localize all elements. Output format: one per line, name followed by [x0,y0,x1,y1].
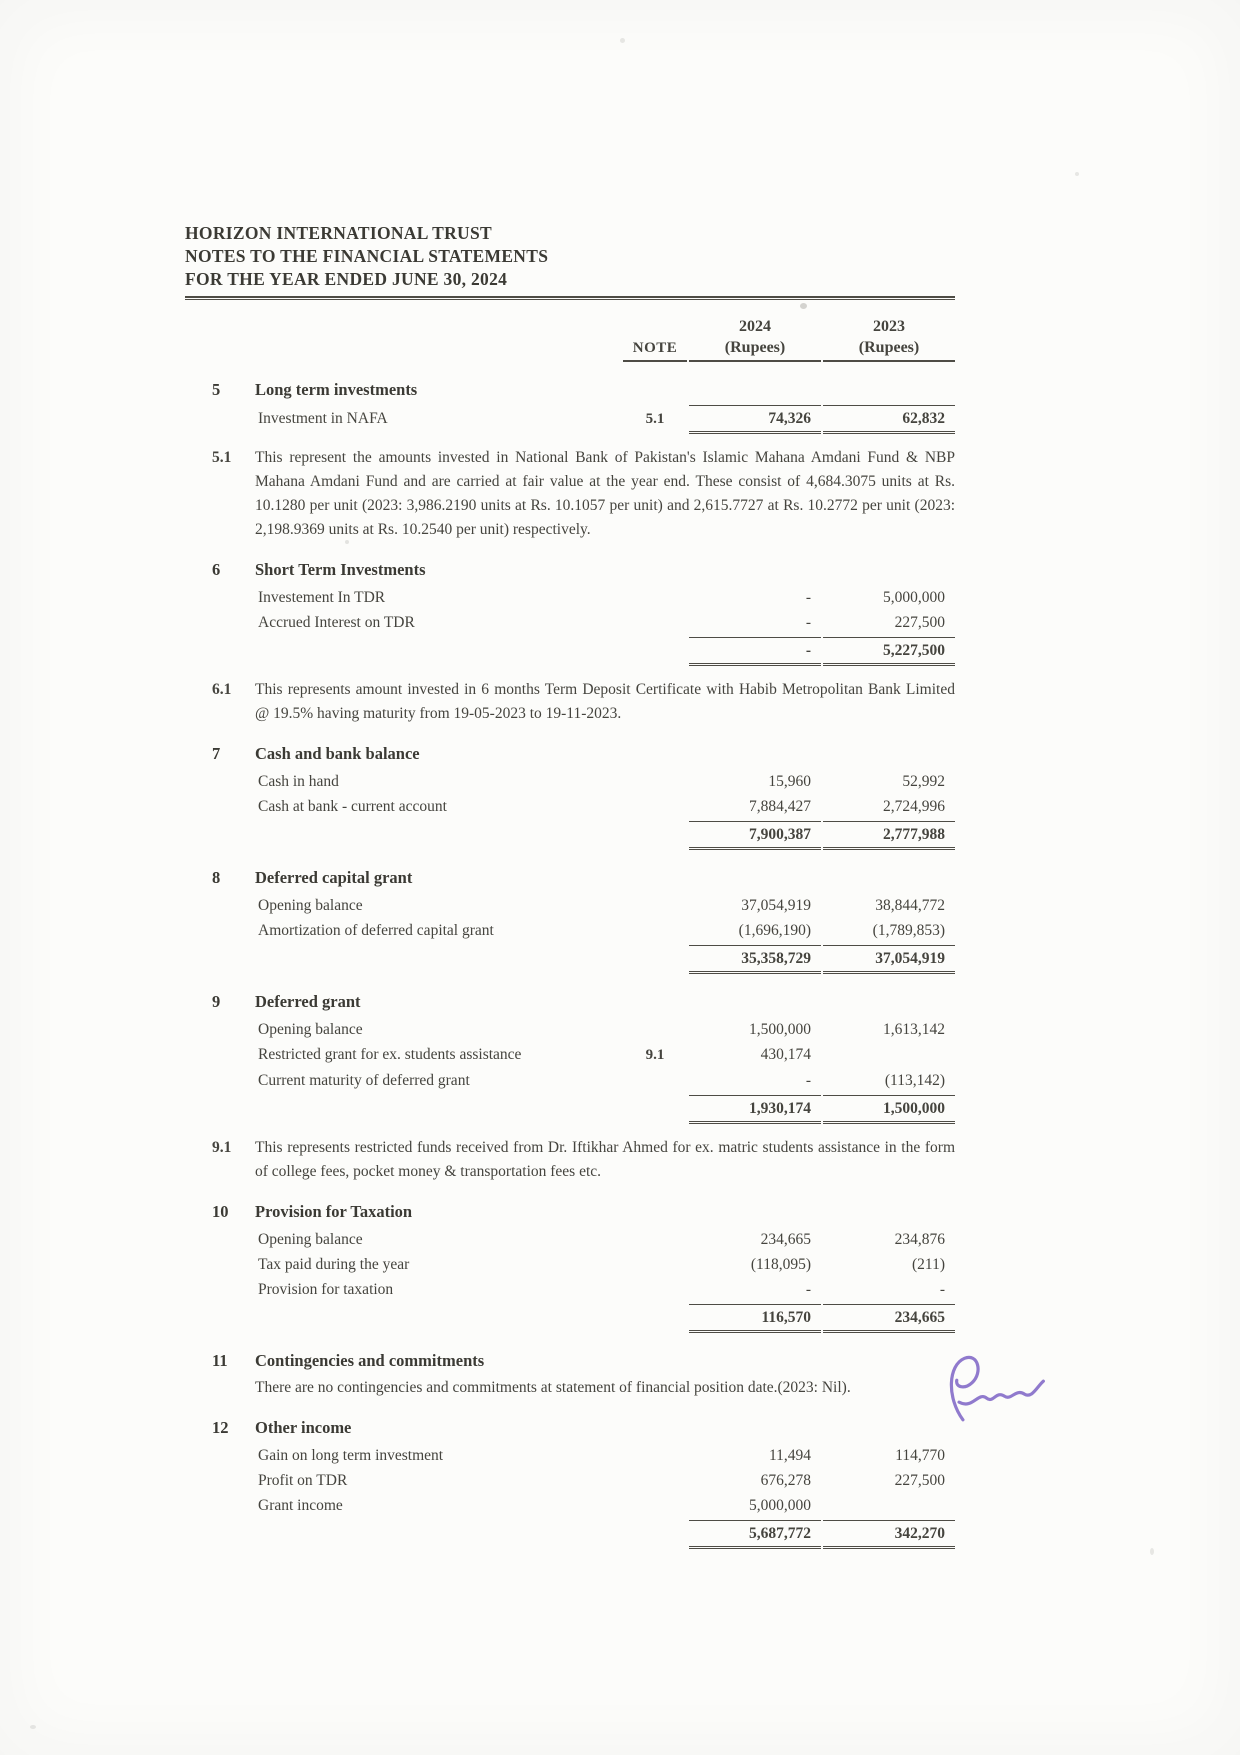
amount-2024: 1,930,174 [689,1095,821,1124]
line-item-label: Profit on TDR [258,1472,348,1489]
note-paragraph [185,1136,955,1184]
paragraph-number: 6.1 [212,681,232,698]
paragraph-number: 9.1 [212,1139,232,1156]
line-item-row [185,610,955,635]
amount-2024: 5,687,772 [689,1520,821,1549]
line-item-row [185,585,955,610]
amount-2023: 342,270 [823,1520,955,1549]
amount-2024: - [805,1072,811,1089]
total-row [185,637,955,666]
amount-2024: - [805,1281,811,1298]
section-title: Other income [255,1418,352,1437]
amount-2024: 430,174 [760,1046,811,1063]
section-number: 6 [212,560,221,579]
line-item-label: Accrued Interest on TDR [258,614,415,631]
section-title: Cash and bank balance [255,744,420,763]
company-name: HORIZON INTERNATIONAL TRUST [185,223,492,243]
amount-2024: 5,000,000 [749,1497,811,1514]
amount-2023: 52,992 [902,773,945,790]
section-number: 12 [212,1418,229,1437]
amount-2024: (118,095) [750,1256,811,1273]
column-header-2023 [823,316,955,362]
section-title: Deferred grant [255,992,361,1011]
rupees-label-2024: (Rupees) [724,339,786,356]
line-item-row [185,918,955,943]
paragraph-text: This represent the amounts invested in National Bank of Pakistan's Islamic Mahana Amdani Fund & NBP Mahana Amdani Fund and are carried at fair value at the year end. These consist of 4,684.3075 units at Rs. 10.1280 per unit (2023: 3,986.2190 units at Rs. 10.1057 per unit) and 2,615.7727 at Rs. 10.2772 per unit (2023: 2,198.9369 units at Rs. 10.2540 per unit) respectively. [255,449,955,538]
amount-2024: (1,696,190) [738,922,811,939]
amount-2024: - [689,637,821,666]
amount-2023: 234,665 [823,1304,955,1333]
line-item-label: Tax paid during the year [258,1256,410,1273]
line-item-label: Investement In TDR [258,589,386,606]
column-header-2024 [689,316,821,362]
total-row [185,821,955,850]
section-heading [185,1202,955,1222]
section-number: 11 [212,1351,228,1370]
amount-2023: (113,142) [884,1072,945,1089]
year-2024-label: 2024 [739,318,771,335]
line-item-row [185,1443,955,1468]
section-heading [185,380,955,400]
line-item-label: Grant income [258,1497,343,1514]
section-title: Contingencies and commitments [255,1351,485,1370]
section-heading [185,1351,955,1371]
line-item-label: Opening balance [258,1021,363,1038]
section-number: 9 [212,992,221,1011]
rupees-label-2023: (Rupees) [858,339,920,356]
section-heading [185,868,955,888]
scan-artifact [30,1725,36,1729]
amount-2023: 38,844,772 [875,897,945,914]
amount-2024: 35,358,729 [689,945,821,974]
column-headers [185,316,955,362]
year-2023-label: 2023 [873,318,905,335]
section-title: Deferred capital grant [255,868,413,887]
line-item-row [185,1493,955,1518]
amount-2024: - [805,589,811,606]
section-heading [185,1418,955,1438]
amount-2024: 15,960 [768,773,811,790]
paragraph-number [185,1376,255,1400]
line-item-row [185,893,955,918]
line-item-label: Restricted grant for ex. students assistance [258,1046,522,1063]
scan-artifact [620,38,625,43]
section-number: 10 [212,1202,229,1221]
amount-2023: 5,000,000 [883,589,945,606]
amount-2024: 234,665 [760,1231,811,1248]
total-row [185,1520,955,1549]
note-paragraph [185,678,955,726]
line-item-row [185,1277,955,1302]
amount-2024: 11,494 [768,1447,811,1464]
document-content [185,222,955,1556]
amount-2023: 234,876 [894,1231,945,1248]
scan-artifact [1075,172,1079,176]
line-item-label: Investment in NAFA [258,410,388,427]
section-heading [185,560,955,580]
scan-artifact [1150,1548,1154,1555]
amount-2024: 7,900,387 [689,821,821,850]
section-number: 5 [212,380,221,399]
paragraph-number: 5.1 [212,449,232,466]
line-item-label: Cash at bank - current account [258,798,447,815]
section-number: 8 [212,868,221,887]
line-item-label: Gain on long term investment [258,1447,444,1464]
paragraph-text: This represents amount invested in 6 months Term Deposit Certificate with Habib Metropolitan Bank Limited @ 19.5% having maturity from 19-05-2023 to 19-11-2023. [255,681,955,722]
amount-2023: - [939,1281,945,1298]
amount-2023: (1,789,853) [872,922,945,939]
line-item-row [185,1042,955,1068]
line-item-label: Amortization of deferred capital grant [258,922,494,939]
amount-2023: 114,770 [895,1447,945,1464]
column-header-note: NOTE [623,340,687,362]
note-paragraph [185,1376,955,1400]
amount-2023: 227,500 [894,614,945,631]
line-item-label: Cash in hand [258,773,339,790]
paragraph-text: There are no contingencies and commitments at statement of financial position date.(2023: Nil). [255,1379,851,1396]
document-title: NOTES TO THE FINANCIAL STATEMENTS [185,246,549,266]
period-line: FOR THE YEAR ENDED JUNE 30, 2024 [185,269,508,289]
amount-2023: (211) [912,1256,945,1273]
section-title: Long term investments [255,380,418,399]
line-item-row [185,1227,955,1252]
amount-2023: 1,500,000 [823,1095,955,1124]
line-item-row [185,794,955,819]
line-item-row [185,405,955,434]
line-item-row [185,769,955,794]
signature-ink [934,1338,1063,1442]
note-ref: 9.1 [645,1047,665,1063]
line-item-label: Opening balance [258,897,363,914]
line-item-row [185,1068,955,1093]
total-row [185,1095,955,1124]
amount-2023: 62,832 [823,405,955,434]
amount-2024: 676,278 [760,1472,811,1489]
amount-2023: 227,500 [894,1472,945,1489]
section-title: Provision for Taxation [255,1202,413,1221]
total-row [185,945,955,974]
line-item-row [185,1252,955,1277]
amount-2024: 7,884,427 [749,798,811,815]
line-item-row [185,1468,955,1493]
amount-2024: 116,570 [689,1304,821,1333]
paragraph-text: This represents restricted funds received from Dr. Iftikhar Ahmed for ex. matric students assistance in the form of college fees, pocket money & transportation fees etc. [255,1139,955,1180]
amount-2024: 1,500,000 [749,1021,811,1038]
section-number: 7 [212,744,221,763]
line-item-label: Provision for taxation [258,1281,394,1298]
amount-2024: 74,326 [689,405,821,434]
amount-2024: - [805,614,811,631]
line-item-label: Current maturity of deferred grant [258,1072,470,1089]
amount-2023: 1,613,142 [883,1021,945,1038]
section-title: Short Term Investments [255,560,426,579]
amount-2023: 2,777,988 [823,821,955,850]
document-header [185,222,955,291]
amount-2023: 2,724,996 [883,798,945,815]
section-heading [185,992,955,1012]
note-ref: 5.1 [645,411,665,427]
amount-2024: 37,054,919 [741,897,811,914]
note-paragraph [185,446,955,542]
header-rule [185,296,955,300]
amount-2023: 5,227,500 [823,637,955,666]
notes-body [185,380,955,1549]
line-item-row [185,1017,955,1042]
amount-2023: 37,054,919 [823,945,955,974]
scan-artifact [345,540,349,544]
scan-artifact [800,303,807,309]
line-item-label: Opening balance [258,1231,363,1248]
section-heading [185,744,955,764]
total-row [185,1304,955,1333]
